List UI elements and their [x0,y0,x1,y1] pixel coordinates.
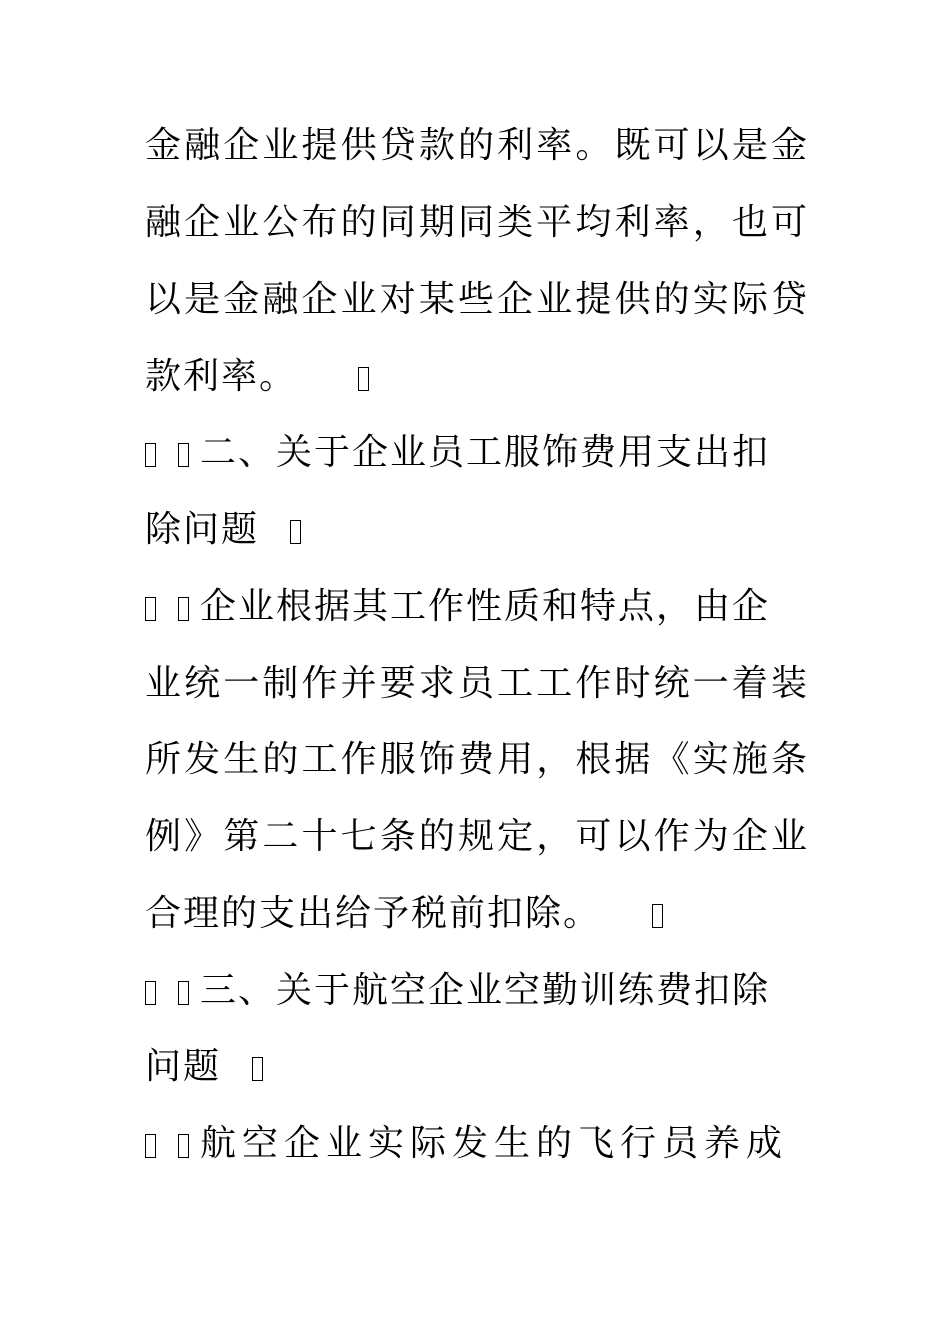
section-heading-text: 二、关于企业员工服饰费用支出扣 [200,432,771,473]
missing-glyph-box [252,1057,263,1081]
text-line-content: 问题 [145,1046,222,1087]
missing-glyph-box [652,904,663,928]
text-line [145,813,807,861]
text-line-content: 企业根据其工作性质和特点，由企 [200,586,771,627]
text-line [145,736,807,784]
text-line [145,353,807,401]
text-line [145,1043,807,1091]
paragraph-start-line [145,583,807,631]
missing-glyph-box [290,520,301,544]
text-line-content: 所发生的工作服饰费用，根据《实施条 [145,739,807,780]
text-line-content: 融企业公布的同期同类平均利率，也可 [145,202,807,243]
text-line-content: 合理的支出给予税前扣除。 [145,893,602,934]
text-line [145,122,807,170]
section-heading-text: 三、关于航空企业空勤训练费扣除 [200,970,771,1011]
text-line-content: 以是金融企业对某些企业提供的实际贷 [145,279,807,320]
text-line-content: 除问题 [145,509,260,550]
text-line [145,199,807,247]
text-line-content: 金融企业提供贷款的利率。既可以是金 [145,125,807,166]
missing-glyph-box [145,1134,156,1158]
missing-glyph-box [178,981,189,1005]
missing-glyph-box [178,597,189,621]
text-line-content: 业统一制作并要求员工工作时统一着装 [145,663,807,704]
text-line-content: 款利率。 [145,356,298,397]
text-line [145,506,807,554]
text-line [145,660,807,708]
text-line [145,890,807,938]
text-line-content: 例》第二十七条的规定，可以作为企业 [145,816,807,857]
section-heading-line [145,967,807,1015]
paragraph-start-line [145,1120,807,1168]
section-heading-line [145,429,807,477]
missing-glyph-box [145,597,156,621]
missing-glyph-box [358,367,369,391]
missing-glyph-box [145,443,156,467]
text-line-content: 航空企业实际发生的飞行员养成 [200,1123,789,1164]
text-line [145,276,807,324]
missing-glyph-box [178,443,189,467]
missing-glyph-box [145,981,156,1005]
missing-glyph-box [178,1134,189,1158]
